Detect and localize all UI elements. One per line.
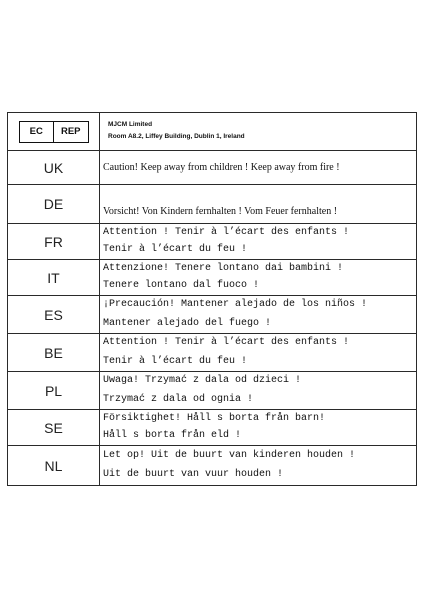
warning-line: Försiktighet! Håll s borta från barn! [103, 412, 326, 424]
warning-line: Trzymać z dala od ognia ! [103, 393, 254, 405]
warning-line: Håll s borta från eld ! [103, 430, 242, 442]
country-code-it: IT [8, 260, 100, 296]
warning-line: Tenir à l’écart du feu ! [103, 355, 248, 367]
ec-rep-cell [8, 113, 100, 151]
ec-label: EC [29, 126, 43, 137]
ec-rep-symbol [19, 121, 89, 143]
warning-line: Tenere lontano dal fuoco ! [103, 280, 260, 292]
warning-line: ¡Precaución! Mantener alejado de los niños ! [103, 299, 368, 311]
warning-line: Vorsicht! Von Kindern fernhalten ! Vom Feuer fernhalten ! [103, 206, 338, 217]
warning-line: Let op! Uit de buurt van kinderen houden ! [103, 449, 356, 461]
country-code-uk: UK [8, 151, 100, 185]
warning-text-es [100, 296, 416, 334]
warning-line: Attenzione! Tenere lontano dai bambini ! [103, 262, 344, 274]
warning-line: Uit de buurt van vuur houden ! [103, 469, 284, 481]
country-code-se: SE [8, 410, 100, 446]
warning-line: Caution! Keep away from children ! Keep away from fire ! [103, 161, 340, 173]
warning-label-table [7, 112, 417, 486]
country-code-es: ES [8, 296, 100, 334]
country-code-pl: PL [8, 372, 100, 410]
warning-line: Attention ! Tenir à l’écart des enfants ! [103, 337, 350, 349]
country-code-nl: NL [8, 446, 100, 485]
warning-text-se [100, 410, 416, 446]
country-code-de: DE [8, 185, 100, 224]
warning-text-uk [100, 151, 416, 185]
company-address: Room A8.2, Liffey Building, Dublin 1, Ireland [108, 133, 245, 140]
warning-line: Uwaga! Trzymać z dala od dzieci ! [103, 375, 302, 387]
rep-label: REP [53, 122, 88, 142]
warning-line: Attention ! Tenir à l’écart des enfants ! [103, 226, 350, 238]
representative-address [100, 113, 416, 151]
warning-line: Tenir à l’écart du feu ! [103, 244, 248, 256]
company-name: MJCM Limited [108, 121, 153, 128]
warning-text-nl [100, 446, 416, 485]
country-code-fr: FR [8, 224, 100, 260]
warning-text-it [100, 260, 416, 296]
warning-text-be [100, 334, 416, 372]
country-code-be: BE [8, 334, 100, 372]
warning-text-de [100, 185, 416, 224]
warning-text-pl [100, 372, 416, 410]
warning-line: Mantener alejado del fuego ! [103, 317, 272, 329]
warning-text-fr [100, 224, 416, 260]
